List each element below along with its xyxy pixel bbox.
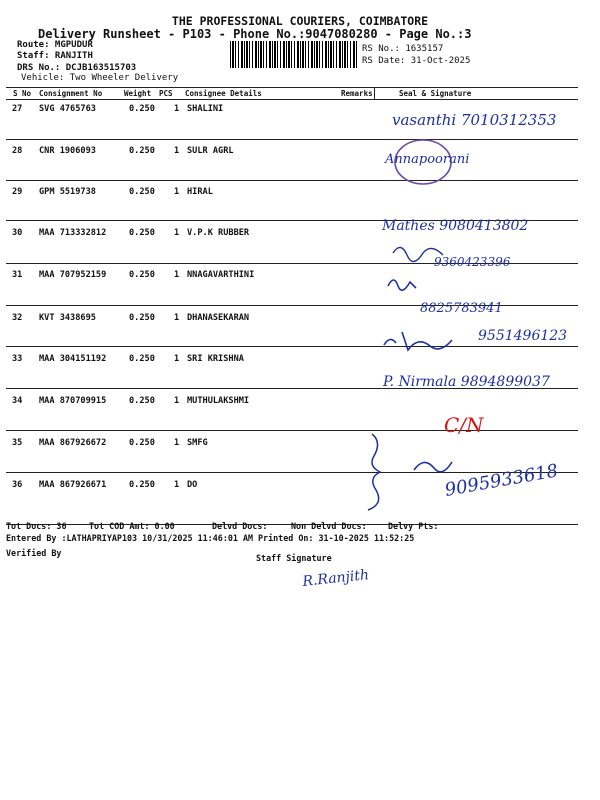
row-sno: 28 xyxy=(12,146,23,156)
handwritten-phone: 8825783941 xyxy=(420,301,503,316)
row-sno: 32 xyxy=(12,313,23,323)
row-pcs: 1 xyxy=(174,396,180,406)
handwritten-remark: C/N xyxy=(444,413,484,437)
row-consignee: MUTHULAKSHMI xyxy=(187,396,250,406)
row-consignee: SRI KRISHNA xyxy=(187,354,244,364)
row-sno: 36 xyxy=(12,480,23,490)
row-pcs: 1 xyxy=(174,187,180,197)
row-pcs: 1 xyxy=(174,313,180,323)
row-consignee: SMFG xyxy=(187,438,208,448)
row-sno: 27 xyxy=(12,104,23,114)
col-consignment: Consignment No xyxy=(39,89,103,98)
row-consignment: MAA 707952159 xyxy=(39,270,107,280)
handwritten-phone: 9360423396 xyxy=(434,255,511,269)
row-pcs: 1 xyxy=(174,104,180,114)
row-pcs: 1 xyxy=(174,228,180,238)
col-remarks: Remarks xyxy=(341,89,373,98)
row-sno: 33 xyxy=(12,354,23,364)
row-consignee: V.P.K RUBBER xyxy=(187,228,250,238)
bracket-mark xyxy=(368,434,380,510)
row-sno: 31 xyxy=(12,270,23,280)
col-weight: Weight xyxy=(124,89,152,98)
col-seal: Seal & Signature xyxy=(399,89,472,98)
total-cod: Tot COD Amt: 0.00 xyxy=(89,521,175,531)
row-pcs: 1 xyxy=(174,146,180,156)
row-sno: 30 xyxy=(12,228,23,238)
signature-scribble xyxy=(384,332,452,350)
row-weight: 0.250 xyxy=(129,228,155,238)
drs-number: DRS No.: DCJB163515703 xyxy=(17,63,137,73)
handwritten-phone: Mathes 9080413802 xyxy=(382,218,529,234)
printed-on: Printed On: 31-10-2025 11:52:25 xyxy=(258,533,415,543)
delivery-points: Delvy Pts: xyxy=(388,521,439,531)
vehicle-label: Vehicle: Two Wheeler Delivery xyxy=(21,73,179,83)
entered-by: Entered By :LATHAPRIYAP103 10/31/2025 11:46:01 AM xyxy=(6,533,254,543)
company-title: THE PROFESSIONAL COURIERS, COIMBATORE xyxy=(171,14,429,28)
row-consignee: SHALINI xyxy=(187,104,224,114)
row-consignment: MAA 867926672 xyxy=(39,438,107,448)
row-sno: 34 xyxy=(12,396,23,406)
row-consignment: MAA 304151192 xyxy=(39,354,107,364)
route-label: Route: MGPUDUR xyxy=(17,40,93,50)
handwritten-phone: 9095933618 xyxy=(443,460,560,501)
row-consignee: HIRAL xyxy=(187,187,213,197)
row-pcs: 1 xyxy=(174,354,180,364)
row-weight: 0.250 xyxy=(129,146,155,156)
row-weight: 0.250 xyxy=(129,438,155,448)
non-delivered-docs: Non Delvd Docs: xyxy=(291,521,367,531)
row-pcs: 1 xyxy=(174,438,180,448)
handwritten-name: P. Nirmala 9894899037 xyxy=(383,374,550,390)
row-consignee: DHANASEKARAN xyxy=(187,313,250,323)
row-sno: 35 xyxy=(12,438,23,448)
row-pcs: 1 xyxy=(174,270,180,280)
row-consignee: SULR AGRL xyxy=(187,146,234,156)
handwritten-phone: 9551496123 xyxy=(478,328,568,344)
row-consignment: MAA 870709915 xyxy=(39,396,107,406)
row-consignee: DO xyxy=(187,480,198,490)
handwritten-name: vasanthi 7010312353 xyxy=(392,111,557,129)
row-weight: 0.250 xyxy=(129,313,155,323)
rs-number: RS No.: 1635157 xyxy=(362,44,444,54)
row-weight: 0.250 xyxy=(129,354,155,364)
row-pcs: 1 xyxy=(174,480,180,490)
row-sno: 29 xyxy=(12,187,23,197)
col-pcs: PCS xyxy=(159,89,173,98)
row-consignment: CNR 1906093 xyxy=(39,146,96,156)
signature-scribble xyxy=(388,280,416,290)
row-consignment: MAA 713332812 xyxy=(39,228,107,238)
col-consignee: Consignee Details xyxy=(185,89,262,98)
row-consignee: NNAGAVARTHINI xyxy=(187,270,255,280)
row-weight: 0.250 xyxy=(129,187,155,197)
row-weight: 0.250 xyxy=(129,396,155,406)
signature-scribble xyxy=(414,462,452,472)
col-sno: S No xyxy=(13,89,32,98)
row-weight: 0.250 xyxy=(129,480,155,490)
staff-label: Staff: RANJITH xyxy=(17,51,93,61)
row-consignment: KVT 3438695 xyxy=(39,313,96,323)
row-consignment: GPM 5519738 xyxy=(39,187,96,197)
row-weight: 0.250 xyxy=(129,270,155,280)
row-consignment: SVG 4765763 xyxy=(39,104,96,114)
rs-date: RS Date: 31-Oct-2025 xyxy=(362,56,471,66)
row-weight: 0.250 xyxy=(129,104,155,114)
handwritten-name: Annapoorani xyxy=(385,152,470,167)
row-consignment: MAA 867926671 xyxy=(39,480,107,490)
staff-signature-label: Staff Signature xyxy=(256,553,332,563)
runsheet-title: Delivery Runsheet - P103 - Phone No.:9047080280 - Page No.:3 xyxy=(38,27,472,41)
staff-signature-mark: R.Ranjith xyxy=(301,567,370,590)
verified-by: Verified By xyxy=(6,548,62,558)
delivered-docs: Delvd Docs: xyxy=(212,521,268,531)
total-docs: Tot Docs: 36 xyxy=(6,521,67,531)
